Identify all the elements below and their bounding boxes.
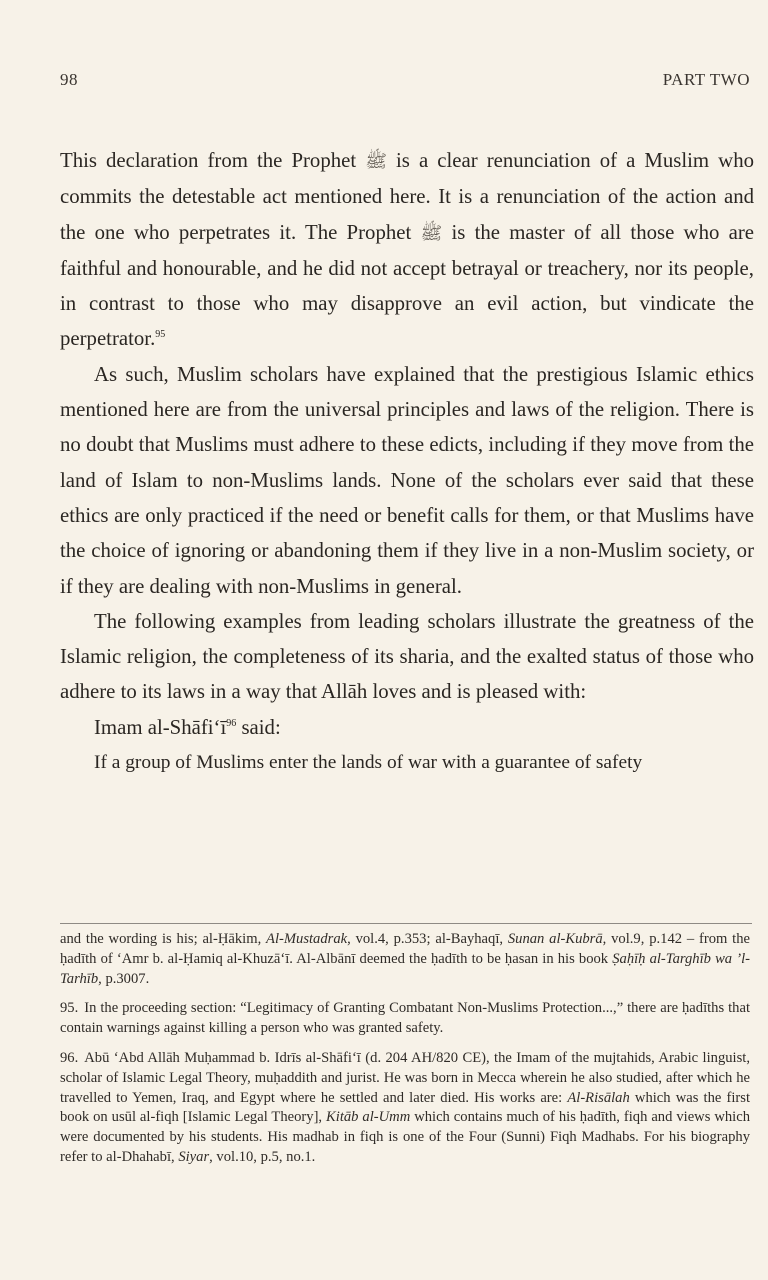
footnote-ref-95[interactable]: 95 — [155, 329, 166, 341]
running-title: PART TWO — [662, 70, 750, 89]
footnote-continuation — [60, 930, 750, 989]
book-title: Sunan al-Kubrā — [507, 931, 603, 947]
footnote-95 — [60, 999, 750, 1039]
main-text — [60, 143, 754, 780]
text-span: is the master of all those who are faithful and honourable, and he did not accept betrayal or treachery, nor its people, in contrast to those who may disapprove an evil action, but vindicate the perpetrator. — [60, 220, 754, 351]
page-number: 98 — [60, 70, 78, 89]
text-span: Abū ‘Abd Allāh Muḥammad b. Idrīs al-Shāfi‘ī (d. 204 AH/820 CE), the Imam of the mujtahids, Arabic linguist, scholar of Islamic Legal Theory, muḥaddith and jurist. He was born in Mecca wherein he also studied, after which he travelled to Yemen, Iraq, and Egypt where he settled and later died. His works are: — [60, 1049, 750, 1106]
salawat-seal-icon: ﷺ — [420, 222, 443, 243]
text-span: In the proceeding section: “Legitimacy of Granting Combatant Non-Muslims Protection...,” there are ḥadīths that contain warnings against killing a person who was granted safety. — [60, 1000, 750, 1037]
quote-block: If a group of Muslims enter the lands of war with a guarantee of safety — [94, 752, 643, 774]
paragraph-1 — [60, 143, 754, 357]
text-span: , vol.4, p.353; al-Bayhaqī, — [347, 931, 508, 947]
footnote-number: 95. — [60, 1000, 79, 1017]
text-span: which contains much of his ḥadīth, fiqh and views which were documented by his students. His madhab in fiqh is one of the Four (Sunni) Fiqh Madhabs. For his biography refer to al-Dhahabī, — [60, 1109, 750, 1165]
book-title: Ṣaḥīḥ al-Targhīb wa ’l-Tarhīb — [60, 950, 750, 987]
text-span: , vol.9, p.142 – from the ḥadīth of ‘Amr b. al-Ḥamiq al-Khuzā‘ī. Al-Albānī deemed the ḥadīth to be ḥasan in his book — [60, 931, 750, 967]
text-span: Imam al-Shāfi‘ī — [94, 715, 227, 739]
text-span: is a clear renunciation of a Muslim who commits the detestable act mentioned here. It is a renunciation of the action and the one who perpetrates it. The Prophet — [60, 149, 754, 244]
page-header — [60, 70, 750, 90]
text-span: This declaration from the Prophet — [60, 149, 366, 172]
book-title: Kitāb al-Umm — [326, 1109, 411, 1126]
paragraph-4 — [60, 710, 754, 745]
footnote-96 — [60, 1049, 750, 1168]
text-span: , vol.10, p.5, no.1. — [209, 1148, 316, 1165]
text-span: , p.3007. — [98, 970, 150, 987]
book-title: Al-Mustadrak — [266, 931, 348, 947]
salawat-seal-icon: ﷺ — [365, 151, 387, 171]
book-title: Siyar — [178, 1148, 210, 1165]
footnote-number: 96. — [60, 1049, 79, 1066]
paragraph-2: As such, Muslim scholars have explained that the prestigious Islamic ethics mentioned here are from the universal principles and laws of the religion. There is no doubt that Muslims must adhere to these edicts, including if they move from the land of Islam to non-Muslims lands. None of the scholars ever said that these ethics are only practiced if the need or benefit calls for them, or that Muslims have the choice of ignoring or abandoning them if they live in a non-Muslim society, or if they are dealing with non-Muslims in general. — [60, 362, 754, 598]
footnote-divider — [60, 923, 752, 924]
text-span: which was the first book on usūl al-fiqh [Islamic Legal Theory], — [60, 1089, 751, 1126]
text-span: said: — [236, 715, 281, 739]
book-title: Al-Risālah — [567, 1089, 630, 1106]
paragraph-3: The following examples from leading scholars illustrate the greatness of the Islamic religion, the completeness of its sharia, and the exalted status of those who adhere to its laws in a way that Allāh loves and is pleased with: — [60, 609, 754, 704]
text-span: and the wording is his; al-Ḥākim, — [60, 931, 267, 947]
footnote-ref-96[interactable]: 96 — [226, 717, 237, 729]
footnotes — [60, 930, 750, 1178]
